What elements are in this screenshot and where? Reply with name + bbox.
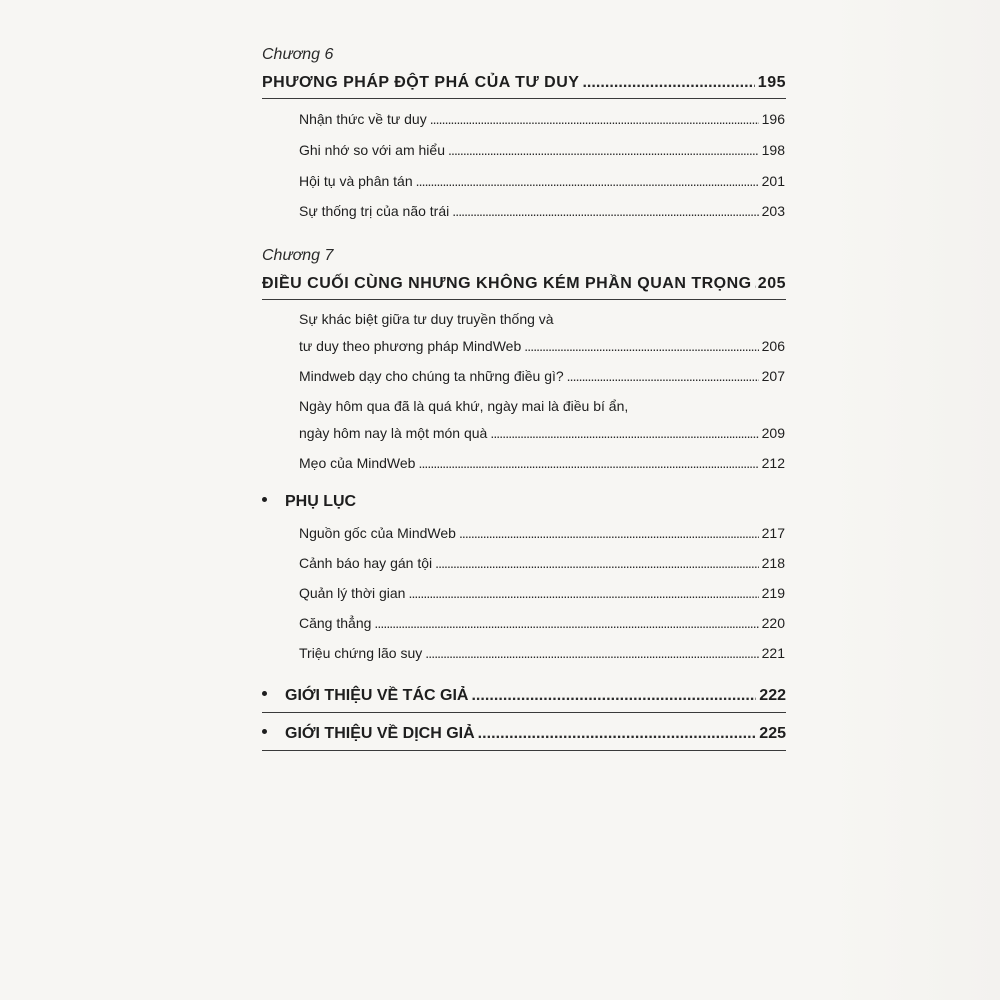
about-translator-entry[interactable]	[262, 725, 786, 743]
chapter-6-title: PHƯƠNG PHÁP ĐỘT PHÁ CỦA TƯ DUY	[262, 74, 580, 91]
chapter-7-title: ĐIỀU CUỐI CÙNG NHƯNG KHÔNG KÉM PHẦN QUAN TRỌNG	[262, 275, 752, 292]
toc-entry[interactable]	[299, 645, 785, 661]
about-author-rule	[262, 712, 786, 713]
chapter-6-heading[interactable]	[262, 74, 786, 92]
entry-title: tư duy theo phương pháp MindWeb	[299, 338, 522, 354]
entry-page: 217	[761, 525, 785, 541]
dot-leader	[416, 173, 759, 189]
entry-title: ngày hôm nay là một món quà	[299, 425, 488, 441]
toc-entry[interactable]	[299, 173, 785, 189]
toc-entry[interactable]	[299, 555, 785, 571]
toc-entry[interactable]	[299, 203, 785, 219]
dot-leader	[418, 455, 758, 471]
bullet-icon	[262, 497, 267, 502]
entry-page: 207	[761, 368, 785, 384]
chapter-6-rule	[262, 98, 786, 99]
entry-page: 201	[761, 173, 785, 189]
page-edge	[830, 0, 1000, 1000]
entry-page: 220	[761, 615, 785, 631]
entry-page: 209	[761, 425, 785, 441]
entry-title: Sự thống trị của não trái	[299, 203, 450, 219]
entry-title: Ghi nhớ so với am hiểu	[299, 142, 445, 158]
appendix-heading[interactable]	[262, 493, 356, 511]
about-author-entry[interactable]	[262, 687, 786, 705]
toc-entry[interactable]	[299, 585, 785, 601]
chapter-6-label: Chương 6	[262, 46, 334, 63]
about-translator-page: 225	[759, 725, 786, 742]
chapter-6-page: 195	[757, 74, 786, 91]
entry-page: 219	[761, 585, 785, 601]
toc-entry[interactable]	[299, 525, 785, 541]
dot-leader	[448, 142, 759, 158]
about-author-title: GIỚI THIỆU VỀ TÁC GIẢ	[285, 687, 469, 704]
dot-leader	[471, 687, 756, 705]
dot-leader	[490, 425, 758, 441]
entry-title: Cảnh báo hay gán tội	[299, 555, 433, 571]
entry-page: 218	[761, 555, 785, 571]
dot-leader	[524, 338, 758, 354]
chapter-7-heading[interactable]	[262, 275, 786, 293]
dot-leader	[435, 555, 759, 571]
bullet-icon	[262, 691, 267, 696]
entry-page: 206	[761, 338, 785, 354]
toc-entry[interactable]	[299, 455, 785, 471]
chapter-7-rule	[262, 299, 786, 300]
entry-title: Nguồn gốc của MindWeb	[299, 525, 456, 541]
dot-leader	[478, 725, 757, 743]
entry-title-line1: Ngày hôm qua đã là quá khứ, ngày mai là điều bí ẩn,	[299, 398, 629, 414]
about-translator-title: GIỚI THIỆU VỀ DỊCH GIẢ	[285, 725, 475, 742]
entry-page: 198	[761, 142, 785, 158]
toc-entry[interactable]	[299, 368, 785, 384]
entry-title: Nhận thức về tư duy	[299, 111, 427, 127]
dot-leader	[408, 585, 758, 601]
toc-entry[interactable]	[299, 338, 785, 354]
toc-entry[interactable]	[299, 425, 785, 441]
entry-page: 221	[761, 645, 785, 661]
entry-page: 196	[761, 111, 785, 127]
entry-title: Căng thẳng	[299, 615, 372, 631]
entry-title: Mẹo của MindWeb	[299, 455, 416, 471]
toc-entry[interactable]	[299, 615, 785, 631]
chapter-7-label: Chương 7	[262, 247, 334, 264]
dot-leader	[459, 525, 759, 541]
entry-title: Mindweb dạy cho chúng ta những điều gì?	[299, 368, 564, 384]
entry-title-line1: Sự khác biệt giữa tư duy truyền thống và	[299, 311, 554, 327]
entry-page: 203	[761, 203, 785, 219]
dot-leader	[452, 203, 758, 219]
entry-title: Triệu chứng lão suy	[299, 645, 423, 661]
entry-page: 212	[761, 455, 785, 471]
toc-entry[interactable]	[299, 142, 785, 158]
dot-leader	[374, 615, 758, 631]
appendix-title: PHỤ LỤC	[285, 493, 357, 510]
dot-leader	[567, 368, 759, 384]
dot-leader	[430, 111, 759, 127]
entry-title: Hội tụ và phân tán	[299, 173, 413, 189]
toc-entry[interactable]	[299, 111, 785, 127]
dot-leader	[425, 645, 758, 661]
dot-leader	[582, 74, 754, 92]
about-translator-rule	[262, 750, 786, 751]
entry-title: Quản lý thời gian	[299, 585, 406, 601]
chapter-7-page: 205	[757, 275, 786, 292]
bullet-icon	[262, 729, 267, 734]
about-author-page: 222	[759, 687, 786, 704]
